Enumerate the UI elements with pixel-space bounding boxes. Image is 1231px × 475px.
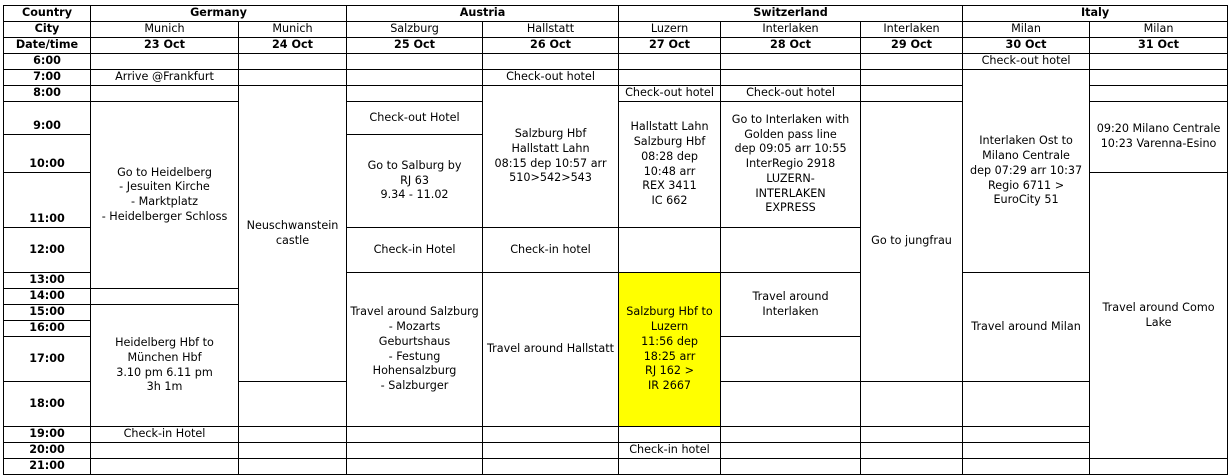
time-label: 11:00: [4, 173, 91, 228]
city-cell: Munich: [239, 22, 347, 38]
time-row: [4, 54, 1228, 70]
time-row: [4, 427, 1228, 443]
date-cell: 31 Oct: [1090, 38, 1228, 54]
country-row: [4, 6, 1228, 22]
date-cell: 30 Oct: [963, 38, 1090, 54]
event-checkout-hotel-30: Check-out hotel: [963, 54, 1090, 70]
empty-cell: [347, 70, 483, 86]
time-label: 16:00: [4, 321, 91, 337]
event-checkout-hotel-25: Check-out Hotel: [347, 102, 483, 135]
city-cell: Hallstatt: [483, 22, 619, 38]
date-cell: 29 Oct: [861, 38, 963, 54]
empty-cell: [239, 54, 347, 70]
event-go-salzburg: Go to Salburg by RJ 63 9.34 - 11.02: [347, 135, 483, 228]
empty-cell: [721, 70, 861, 86]
empty-cell: [347, 459, 483, 475]
empty-cell: [721, 382, 861, 427]
time-label: 18:00: [4, 382, 91, 427]
country-austria: Austria: [347, 6, 619, 22]
empty-cell: [347, 427, 483, 443]
event-salzburg-hallstatt: Salzburg Hbf Hallstatt Lahn 08:15 dep 10:57 arr 510>542>543: [483, 86, 619, 228]
city-cell: Interlaken: [861, 22, 963, 38]
country-label: Country: [4, 6, 91, 22]
event-checkin-hotel-26: Check-in hotel: [483, 228, 619, 273]
city-row: [4, 22, 1228, 38]
empty-cell: [483, 459, 619, 475]
date-cell: 24 Oct: [239, 38, 347, 54]
time-label: 12:00: [4, 228, 91, 273]
event-checkin-hotel-27: Check-in hotel: [619, 443, 721, 459]
time-label: 9:00: [4, 102, 91, 135]
time-label: 19:00: [4, 427, 91, 443]
event-go-interlaken: Go to Interlaken with Golden pass line dep 09:05 arr 10:55 InterRegio 2918 LUZERN- INTERLAKEN EXPRESS: [721, 102, 861, 228]
time-row: [4, 459, 1228, 475]
time-row: [4, 443, 1228, 459]
time-row: [4, 70, 1228, 86]
date-cell: 27 Oct: [619, 38, 721, 54]
empty-cell: [483, 54, 619, 70]
event-travel-salzburg: Travel around Salzburg - Mozarts Geburtshaus - Festung Hohensalzburg - Salzburger: [347, 273, 483, 427]
city-cell: Milan: [963, 22, 1090, 38]
city-cell: Interlaken: [721, 22, 861, 38]
empty-cell: [963, 443, 1090, 459]
empty-cell: [239, 459, 347, 475]
empty-cell: [1090, 86, 1228, 102]
empty-cell: [721, 459, 861, 475]
time-label: 17:00: [4, 337, 91, 382]
city-cell: Milan: [1090, 22, 1228, 38]
country-switzerland: Switzerland: [619, 6, 963, 22]
event-travel-hallstatt: Travel around Hallstatt: [483, 273, 619, 427]
event-checkout-hotel-27: Check-out hotel: [619, 86, 721, 102]
empty-cell: [347, 86, 483, 102]
empty-cell: [1090, 54, 1228, 70]
city-label: City: [4, 22, 91, 38]
time-label: 14:00: [4, 289, 91, 305]
date-cell: 28 Oct: [721, 38, 861, 54]
time-label: 8:00: [4, 86, 91, 102]
empty-cell: [721, 443, 861, 459]
empty-cell: [483, 427, 619, 443]
empty-cell: [861, 427, 963, 443]
city-cell: Munich: [91, 22, 239, 38]
event-neuschwanstein: Neuschwanstein castle: [239, 86, 347, 382]
empty-cell: [619, 427, 721, 443]
empty-cell: [91, 459, 239, 475]
event-travel-interlaken: Travel around Interlaken: [721, 273, 861, 337]
empty-cell: [1090, 70, 1228, 86]
event-hallstatt-salzburg: Hallstatt Lahn Salzburg Hbf 08:28 dep 10:48 arr REX 3411 IC 662: [619, 102, 721, 228]
time-label: 21:00: [4, 459, 91, 475]
empty-cell: [91, 86, 239, 102]
time-label: 10:00: [4, 135, 91, 173]
empty-cell: [963, 427, 1090, 443]
time-label: 13:00: [4, 273, 91, 289]
empty-cell: [861, 459, 963, 475]
time-label: 20:00: [4, 443, 91, 459]
time-label: 6:00: [4, 54, 91, 70]
itinerary-table: [3, 5, 1228, 475]
date-cell: 26 Oct: [483, 38, 619, 54]
event-travel-como: Travel around Como Lake: [1090, 173, 1228, 459]
event-heidelberg-munich: Heidelberg Hbf to München Hbf 3.10 pm 6.11 pm 3h 1m: [91, 305, 239, 427]
empty-cell: [963, 459, 1090, 475]
country-germany: Germany: [91, 6, 347, 22]
event-arrive-frankfurt: Arrive @Frankfurt: [91, 70, 239, 86]
country-italy: Italy: [963, 6, 1228, 22]
event-checkout-hotel-26: Check-out hotel: [483, 70, 619, 86]
empty-cell: [239, 427, 347, 443]
empty-cell: [861, 86, 963, 102]
city-cell: Salzburg: [347, 22, 483, 38]
empty-cell: [861, 54, 963, 70]
empty-cell: [721, 228, 861, 273]
empty-cell: [347, 443, 483, 459]
empty-cell: [91, 54, 239, 70]
empty-cell: [483, 443, 619, 459]
date-cell: 23 Oct: [91, 38, 239, 54]
event-milano-varenna: 09:20 Milano Centrale 10:23 Varenna-Esino: [1090, 102, 1228, 173]
empty-cell: [721, 337, 861, 382]
empty-cell: [347, 54, 483, 70]
event-travel-milan: Travel around Milan: [963, 273, 1090, 382]
empty-cell: [239, 70, 347, 86]
date-row: [4, 38, 1228, 54]
empty-cell: [619, 54, 721, 70]
datetime-label: Date/time: [4, 38, 91, 54]
empty-cell: [619, 228, 721, 273]
event-go-jungfrau: Go to jungfrau: [861, 102, 963, 382]
event-checkout-hotel-28: Check-out hotel: [721, 86, 861, 102]
event-salzburg-luzern: Salzburg Hbf to Luzern 11:56 dep 18:25 arr RJ 162 > IR 2667: [619, 273, 721, 427]
empty-cell: [91, 443, 239, 459]
empty-cell: [1090, 459, 1228, 475]
empty-cell: [239, 382, 347, 427]
empty-cell: [861, 382, 963, 427]
empty-cell: [619, 459, 721, 475]
event-heidelberg: Go to Heidelberg - Jesuiten Kirche - Marktplatz - Heidelberger Schloss: [91, 102, 239, 289]
empty-cell: [619, 70, 721, 86]
event-interlaken-milano: Interlaken Ost to Milano Centrale dep 07:29 arr 10:37 Regio 6711 > EuroCity 51: [963, 70, 1090, 273]
empty-cell: [861, 70, 963, 86]
empty-cell: [239, 443, 347, 459]
event-checkin-hotel-25: Check-in Hotel: [347, 228, 483, 273]
empty-cell: [721, 427, 861, 443]
time-label: 15:00: [4, 305, 91, 321]
empty-cell: [721, 54, 861, 70]
empty-cell: [861, 443, 963, 459]
event-checkin-hotel-23: Check-in Hotel: [91, 427, 239, 443]
time-label: 7:00: [4, 70, 91, 86]
date-cell: 25 Oct: [347, 38, 483, 54]
city-cell: Luzern: [619, 22, 721, 38]
